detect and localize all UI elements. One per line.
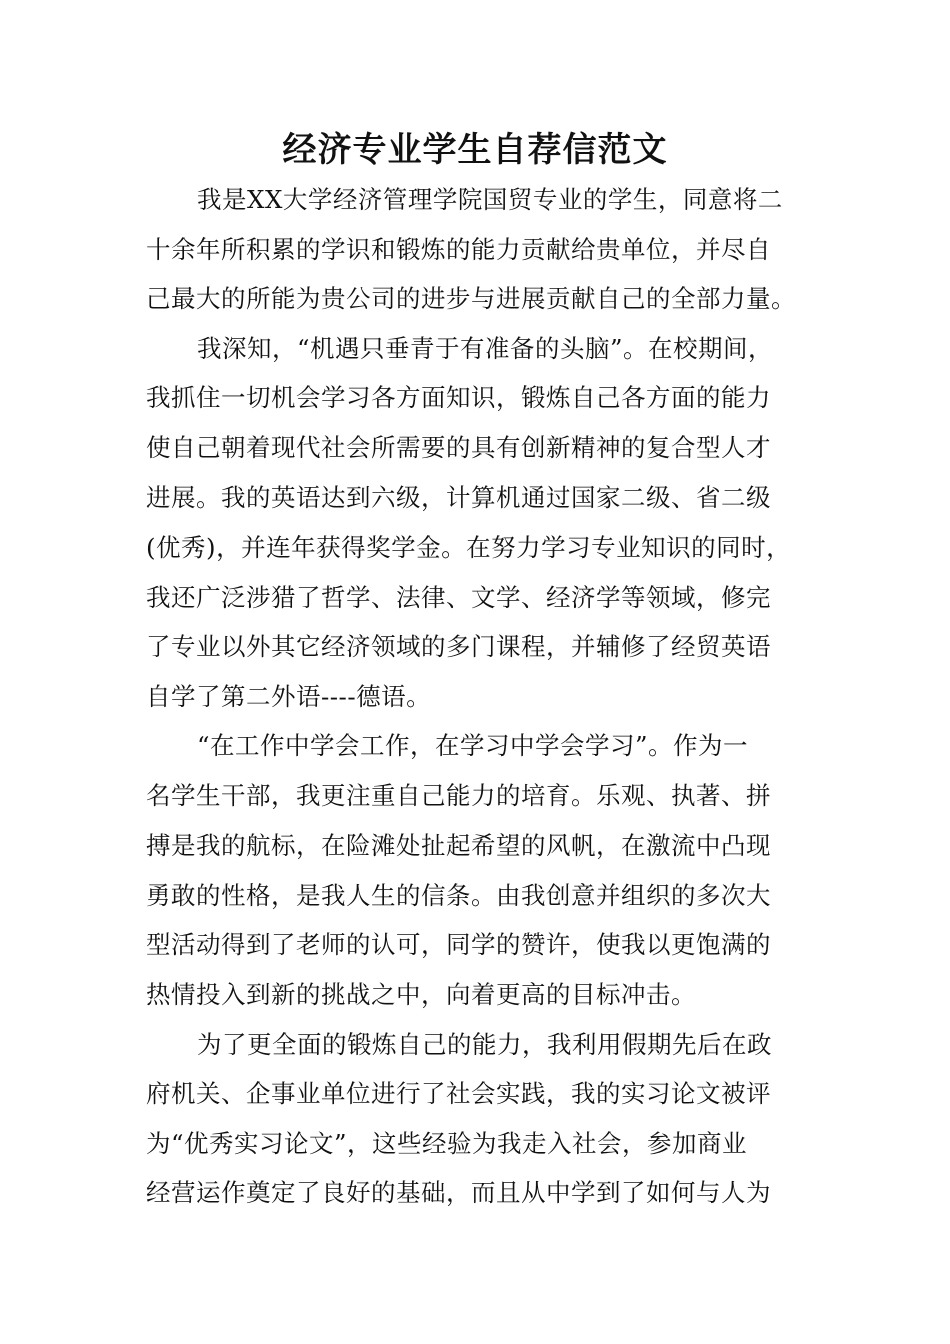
- paragraph-1-line-3: 己最大的所能为贵公司的进步与进展贡献自己的全部力量。: [146, 284, 796, 313]
- paragraph-4-line-1: 为了更全面的锻炼自己的能力，我利用假期先后在政: [197, 1030, 772, 1059]
- paragraph-3-line-1: “在工作中学会工作，在学习中学会学习”。作为一: [197, 731, 749, 760]
- paragraph-4-line-2: 府机关、企事业单位进行了社会实践，我的实习论文被评: [146, 1079, 771, 1108]
- paragraph-3-line-6: 热情投入到新的挑战之中，向着更高的目标冲击。: [146, 980, 696, 1009]
- paragraph-2-line-7: 了专业以外其它经济领域的多门课程，并辅修了经贸英语: [146, 632, 771, 661]
- paragraph-2-line-3: 使自己朝着现代社会所需要的具有创新精神的复合型人才: [146, 433, 771, 462]
- paragraph-3-line-2: 名学生干部，我更注重自己能力的培育。乐观、执著、拼: [146, 781, 771, 810]
- paragraph-2-line-6: 我还广泛涉猎了哲学、法律、文学、经济学等领域，修完: [146, 583, 771, 612]
- paragraph-3-line-5: 型活动得到了老师的认可，同学的赞许，使我以更饱满的: [146, 930, 771, 959]
- paragraph-2-line-1: 我深知，“机遇只垂青于有准备的头脑”。在校期间，: [197, 334, 774, 363]
- paragraph-3-line-4: 勇敢的性格，是我人生的信条。由我创意并组织的多次大: [146, 881, 771, 910]
- paragraph-4-line-3: 为“优秀实习论文”，这些经验为我走入社会，参加商业: [146, 1129, 748, 1158]
- paragraph-2-line-2: 我抓住一切机会学习各方面知识，锻炼自己各方面的能力: [146, 383, 771, 412]
- paragraph-2-line-8: 自学了第二外语----德语。: [146, 682, 432, 711]
- paragraph-4-line-4: 经营运作奠定了良好的基础，而且从中学到了如何与人为: [146, 1178, 771, 1207]
- paragraph-1-line-1: 我是XX大学经济管理学院国贸专业的学生，同意将二: [197, 185, 783, 214]
- paragraph-3-line-3: 搏是我的航标，在险滩处扯起希望的风帆，在激流中凸现: [146, 831, 771, 860]
- paragraph-1-line-2: 十余年所积累的学识和锻炼的能力贡献给贵单位，并尽自: [146, 235, 771, 264]
- document-title: 经济专业学生自荐信范文: [282, 130, 668, 170]
- paragraph-2-line-5: (优秀)，并连年获得奖学金。在努力学习专业知识的同时，: [146, 533, 792, 562]
- paragraph-2-line-4: 进展。我的英语达到六级，计算机通过国家二级、省二级: [146, 483, 771, 512]
